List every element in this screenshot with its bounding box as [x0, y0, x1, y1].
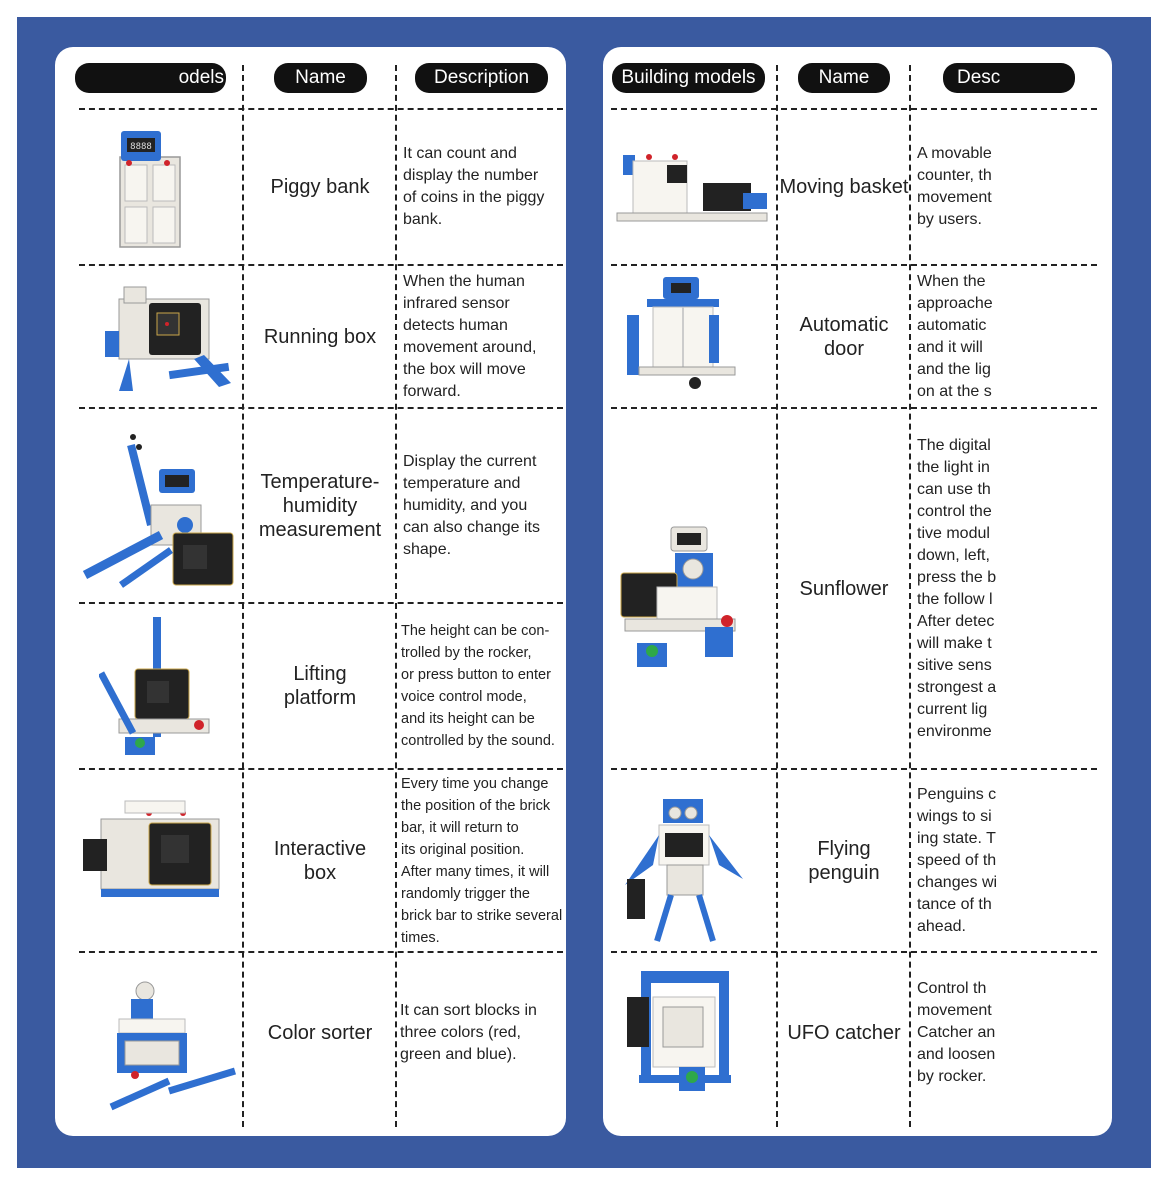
moving-basket-model-image: [613, 147, 773, 237]
column-divider: [395, 65, 397, 1127]
model-name: Interactive box: [273, 837, 367, 884]
description-text: Control th movement Catcher an and loosen by rocker.: [917, 980, 996, 1085]
model-description: [401, 770, 566, 951]
automatic-door-model-image: [623, 275, 743, 393]
header-description-label: Desc: [957, 67, 1001, 88]
model-description: [400, 953, 565, 1113]
description-text: When the human infrared sensor detects human movement around, the box will move forward.: [403, 272, 537, 400]
left-table-panel: [55, 47, 566, 1136]
header-description-pill: [943, 63, 1075, 93]
right-table-panel: [603, 47, 1112, 1136]
model-description: [917, 409, 1107, 768]
model-description: [403, 110, 563, 264]
color-sorter-model-image: [109, 971, 239, 1113]
model-name: Color sorter: [267, 1022, 373, 1044]
header-name-pill: [798, 63, 890, 93]
piggy-bank-model-image: [105, 127, 195, 257]
header-name-pill: [274, 63, 367, 93]
model-description: [917, 953, 1107, 1113]
model-name: Piggy bank: [270, 176, 370, 198]
header-models-label: odels: [178, 67, 224, 88]
sunflower-model-image: [607, 523, 747, 683]
description-text: The digital the light in can use th control the tive modul down, left, press the b the follow l After detec will make t sitive sens strongest a current lig environme: [917, 436, 997, 740]
temperature-humidity-model-image: [81, 425, 245, 595]
description-text: Display the current temperature and humidity, and you can also change its shape.: [403, 452, 540, 558]
description-text: When the approache automatic and it will and the lig on at the s: [917, 272, 993, 400]
header-description-pill: [415, 63, 548, 93]
model-name: Moving basket: [779, 176, 909, 198]
lifting-platform-model-image: [99, 613, 219, 761]
header-models-pill: [75, 63, 226, 93]
header-models-pill: [612, 63, 765, 93]
description-text: It can sort blocks in three colors (red, green and blue).: [400, 1002, 537, 1063]
model-name: Running box: [263, 325, 377, 348]
description-text: It can count and display the number of coins in the piggy bank.: [403, 145, 545, 228]
model-name: Lifting platform: [283, 663, 357, 709]
model-name: UFO catcher: [787, 1022, 901, 1044]
flying-penguin-model-image: [623, 795, 753, 945]
model-description: [917, 110, 1107, 264]
model-description: [917, 266, 1107, 407]
model-description: [917, 770, 1107, 951]
model-name: Sunflower: [799, 577, 889, 600]
interactive-box-model-image: [79, 795, 239, 913]
header-description-label: Description: [433, 67, 530, 88]
running-box-model-image: [99, 279, 239, 399]
svg-text:8888: 8888: [130, 142, 152, 152]
description-text: A movable counter, th movement by users.: [917, 145, 992, 228]
ufo-catcher-model-image: [623, 967, 743, 1097]
description-text: Penguins c wings to si ing state. T speed of th changes wi tance of th ahead.: [917, 785, 998, 935]
model-name: Temperature- humidity measurement: [258, 470, 382, 541]
description-text: The height can be con- trolled by the rocker, or press button to enter voice control mode, and its height can be controlled by the sound.: [401, 623, 555, 749]
header-name-label: Name: [295, 67, 346, 88]
column-divider: [242, 65, 244, 1127]
column-divider: [776, 65, 778, 1127]
header-name-label: Name: [818, 67, 870, 88]
model-name: Flying penguin: [808, 837, 880, 884]
header-models-label: Building models: [621, 67, 756, 88]
description-text: Every time you change the position of the brick bar, it will return to its original position. After many times, it will randomly trigger the brick bar to strike several times.: [401, 775, 563, 946]
model-description: [403, 266, 563, 407]
model-description: [403, 409, 563, 602]
column-divider: [909, 65, 911, 1127]
model-name: Automatic door: [799, 313, 889, 360]
model-description: [401, 604, 566, 768]
